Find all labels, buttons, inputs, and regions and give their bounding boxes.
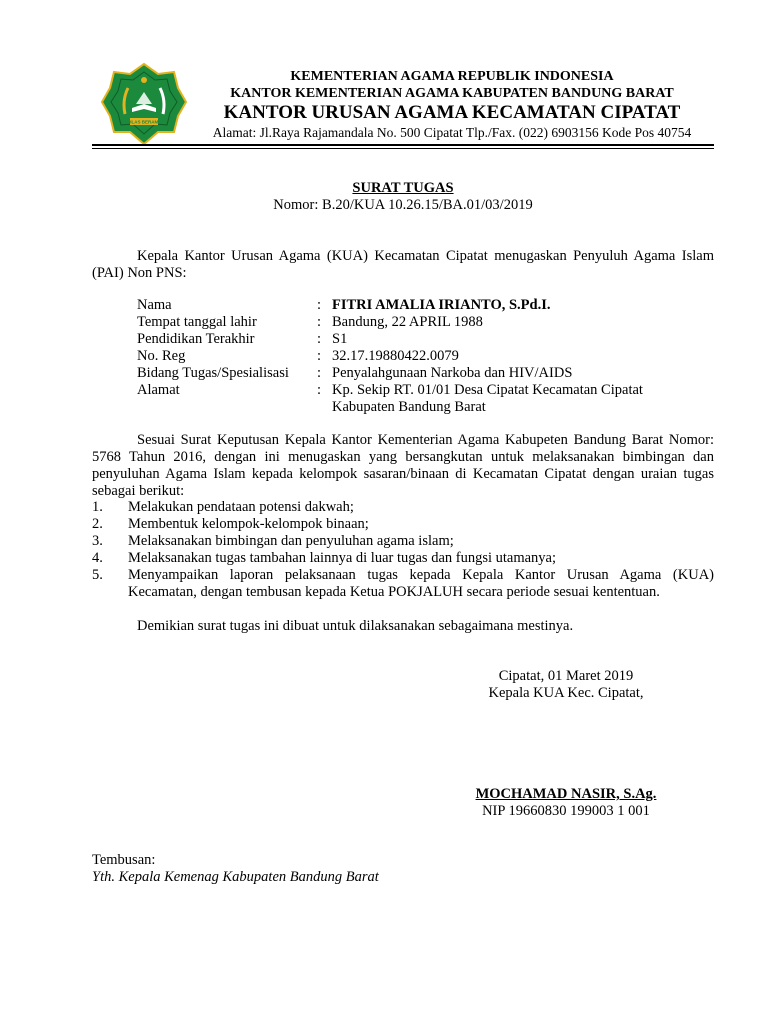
identity-label: No. Reg — [137, 348, 186, 364]
identity-value: Bandung, 22 APRIL 1988 — [332, 314, 483, 330]
basis-paragraph — [92, 432, 714, 500]
identity-value-name: FITRI AMALIA IRIANTO, S.Pd.I. — [332, 297, 551, 313]
identity-colon: : — [317, 297, 322, 313]
identity-label: Tempat tanggal lahir — [137, 314, 257, 330]
task-text: Melaksanakan bimbingan dan penyuluhan agama islam; — [128, 533, 454, 549]
task-number: 3. — [92, 533, 103, 549]
task-number: 5. — [92, 567, 103, 583]
kemenag-logo — [100, 62, 188, 146]
letterhead-divider — [92, 144, 714, 146]
list-item — [92, 499, 714, 516]
identity-row — [137, 314, 717, 331]
letterhead-divider-thin — [92, 148, 714, 149]
identity-table — [137, 297, 717, 416]
cc-label: Tembusan: — [92, 852, 156, 868]
task-text: Melakukan pendataan potensi dakwah; — [128, 499, 354, 515]
identity-row — [137, 348, 717, 365]
letter-title — [92, 180, 714, 214]
signature-header — [456, 668, 676, 702]
list-item — [92, 550, 714, 567]
identity-colon: : — [317, 331, 322, 347]
cc-recipient: Yth. Kepala Kemenag Kabupaten Bandung Barat — [92, 869, 379, 885]
identity-label: Pendidikan Terakhir — [137, 331, 255, 347]
letterhead-kua: KANTOR URUSAN AGAMA KECAMATAN CIPATAT — [223, 102, 681, 123]
identity-row — [137, 331, 717, 348]
signer-nip: NIP 19660830 199003 1 001 — [482, 803, 650, 819]
task-number: 2. — [92, 516, 103, 532]
task-list — [92, 499, 714, 601]
identity-colon: : — [317, 314, 322, 330]
letterhead-office: KANTOR KEMENTERIAN AGAMA KABUPATEN BANDUNG BARAT — [230, 86, 674, 101]
task-text: Melaksanakan tugas tambahan lainnya di luar tugas dan fungsi utamanya; — [128, 550, 557, 566]
list-item — [92, 567, 714, 601]
list-item — [92, 516, 714, 533]
intro-paragraph — [92, 248, 714, 282]
closing-sentence: Demikian surat tugas ini dibuat untuk dilaksanakan sebagaimana mestinya. — [137, 618, 574, 634]
identity-value: Kp. Sekip RT. 01/01 Desa Cipatat Kecamatan Cipatat — [332, 382, 643, 398]
task-text: Menyampaikan laporan pelaksanaan tugas kepada Kepala Kantor Urusan Agama (KUA) Kecamatan, dengan tembusan kepada Ketua POKJALUH secara periode sesuai kententuan. — [128, 567, 714, 600]
identity-row — [137, 365, 717, 382]
letter-number: Nomor: B.20/KUA 10.26.15/BA.01/03/2019 — [273, 197, 533, 213]
signer-name: MOCHAMAD NASIR, S.Ag. — [475, 786, 657, 802]
identity-label: Alamat — [137, 382, 180, 398]
task-number: 1. — [92, 499, 103, 515]
cc-block — [92, 852, 379, 886]
task-text: Membentuk kelompok-kelompok binaan; — [128, 516, 369, 532]
identity-value: Penyalahgunaan Narkoba dan HIV/AIDS — [332, 365, 573, 381]
identity-row — [137, 382, 717, 416]
signer-position: Kepala KUA Kec. Cipatat, — [488, 685, 644, 701]
basis-text: Sesuai Surat Keputusan Kepala Kantor Kementerian Agama Kabupeten Bandung Barat Nomor: 5768 Tahun 2016, dengan ini menugaskan yang bersangkutan untuk melaksanakan bimbingan dan penyuluhan Agama Islam kepada kelompok sasaran/binaan di Kecamatan Cipatat dengan uraian tugas sebagai berikut: — [92, 432, 714, 499]
logo-text: IKHLAS BERAMAL — [123, 119, 165, 125]
letter-heading: SURAT TUGAS — [352, 180, 454, 196]
identity-colon: : — [317, 348, 322, 364]
list-item — [92, 533, 714, 550]
identity-row — [137, 297, 717, 314]
intro-text: Kepala Kantor Urusan Agama (KUA) Kecamatan Cipatat menugaskan Penyuluh Agama Islam (PAI) Non PNS: — [92, 248, 714, 281]
identity-colon: : — [317, 382, 322, 398]
letterhead — [196, 68, 708, 142]
letterhead-address: Alamat: Jl.Raya Rajamandala No. 500 Cipatat Tlp./Fax. (022) 6903156 Kode Pos 40754 — [212, 125, 692, 140]
signature-block — [456, 786, 676, 820]
letterhead-ministry: KEMENTERIAN AGAMA REPUBLIK INDONESIA — [290, 69, 614, 84]
task-number: 4. — [92, 550, 103, 566]
identity-label: Nama — [137, 297, 172, 313]
identity-colon: : — [317, 365, 322, 381]
identity-value: S1 — [332, 331, 348, 347]
identity-value-cont: Kabupaten Bandung Barat — [332, 399, 486, 415]
identity-value: 32.17.19880422.0079 — [332, 348, 459, 364]
place-date: Cipatat, 01 Maret 2019 — [498, 668, 634, 684]
identity-label: Bidang Tugas/Spesialisasi — [137, 365, 289, 381]
